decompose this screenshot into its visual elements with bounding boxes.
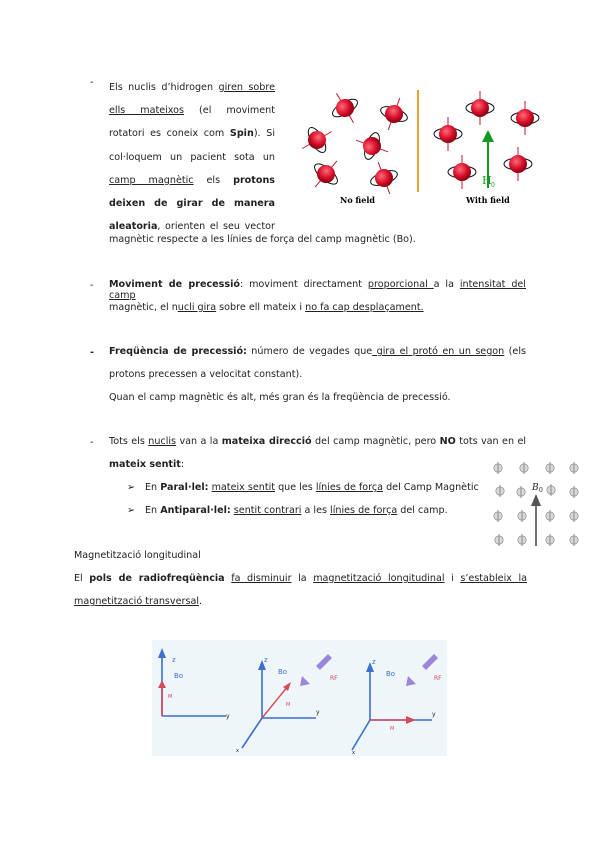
text: a la (433, 279, 460, 290)
underlined-text: magnetització transversal (74, 596, 199, 607)
underlined-text: sentit contrari (233, 505, 302, 516)
direction-line-2 (109, 459, 184, 470)
bold-text: NO (439, 436, 456, 447)
underlined-text: fa disminuir (231, 573, 292, 584)
underlined-text: s’estableix la (460, 573, 528, 584)
underlined-text: nuclis (148, 436, 177, 447)
with-field-label: With field (466, 195, 510, 205)
bo-label: Bo (174, 672, 184, 680)
frequency-line-1 (109, 346, 526, 357)
text: van a la (176, 436, 222, 447)
field-sub: 0 (491, 182, 495, 189)
bold-text: pols de radiofreqüència (89, 573, 225, 584)
spin-line-1 (109, 76, 275, 99)
text: Tots els (109, 436, 149, 447)
longitudinal-line-2 (74, 596, 202, 607)
underlined-text: camp magnètic (109, 174, 194, 186)
y-label: y (226, 713, 230, 720)
proton-no-field-6 (365, 157, 403, 199)
underlined-text: proporcional (367, 279, 434, 290)
magnetization-diagram (152, 640, 447, 756)
protons-field-figure (298, 78, 543, 208)
proton-field-4 (448, 155, 476, 189)
antiparallel-line (145, 505, 448, 516)
rf-label: RF (330, 675, 338, 682)
underlined-text: mateix sentit (211, 482, 276, 493)
spin-line-2 (109, 99, 275, 122)
text: del Camp Magnètic (383, 482, 479, 493)
bold-text: Spin (229, 128, 254, 140)
text: Els nuclis d’hidrogen (109, 82, 219, 93)
m-label: M (390, 726, 395, 732)
underlined-text: ells mateixos (109, 105, 185, 117)
proton-field-1 (434, 117, 462, 151)
text: rotatori es coneix com (109, 128, 230, 140)
bold-text: protons (233, 174, 275, 186)
frequency-line-3: Quan el camp magnètic és alt, més gran és la freqüència de precessió. (109, 392, 451, 403)
z-label: z (264, 656, 268, 664)
frequency-title: Freqüència de precessió: (109, 346, 247, 357)
underlined-text: no fa cap desplaçament. (305, 302, 424, 313)
bullet-dash: - (90, 280, 94, 291)
z-label: z (172, 656, 176, 664)
text: i (444, 573, 461, 584)
spin-line-4 (109, 146, 275, 169)
precession-title: Moviment de precessió (109, 279, 240, 290)
precession-line-2 (109, 302, 424, 313)
spin-line-6: deixen de girar de manera (109, 198, 275, 210)
text: a les (301, 505, 331, 516)
text: els (193, 174, 234, 186)
spin-line-3 (109, 122, 275, 145)
proton-no-field-3 (298, 119, 339, 160)
text: tots van en el (455, 436, 527, 447)
text: (el moviment (184, 105, 276, 117)
text: (els (504, 346, 526, 357)
parallel-line (145, 482, 479, 493)
text: que les (275, 482, 316, 493)
bullet-dash: - (90, 77, 94, 88)
underlined-text: gira el protó en un segon (372, 346, 505, 357)
text: , orienten el seu vector (157, 221, 275, 233)
text: número de vegades que (246, 346, 373, 357)
y-label: y (316, 709, 320, 716)
text: En (145, 505, 161, 516)
b0-arrow-icon (531, 494, 541, 546)
x-label: x (352, 750, 355, 756)
m-label: M (168, 694, 173, 700)
text: ). Si (253, 128, 275, 140)
proton-field-2 (466, 91, 494, 125)
text: del camp. (397, 505, 448, 516)
proton-field-5 (504, 147, 532, 181)
spins-alignment-figure (488, 458, 586, 556)
bullet-dash: - (90, 347, 94, 358)
bullet-dash: - (90, 437, 94, 448)
underlined-text: magnetització longitudinal (313, 573, 445, 584)
field-label: H (482, 174, 492, 187)
text: magnètic, el n (109, 302, 178, 313)
proton-field-3 (511, 101, 539, 135)
proton-no-field-5 (304, 152, 347, 196)
b0-sub: 0 (539, 487, 543, 494)
precession-line-1 (109, 279, 526, 301)
text: . (199, 596, 203, 607)
bold-text: mateixa direcció (221, 436, 312, 447)
direction-line-1 (109, 436, 526, 447)
bold-text: aleatoria (109, 221, 158, 233)
longitudinal-line-1 (74, 573, 527, 584)
text: El (74, 573, 90, 584)
longitudinal-heading: Magnetització longitudinal (74, 550, 201, 561)
text: col·loquem un pacient sota un (109, 151, 275, 163)
bold-text: Paral·lel: (160, 482, 209, 493)
bo-label: Bo (386, 670, 396, 678)
spin-line-5 (109, 169, 275, 192)
spin-paragraph (109, 76, 275, 238)
arrow-bullet-icon: ➢ (127, 505, 136, 516)
y-label: y (432, 711, 436, 718)
underlined-text: giren sobre (218, 82, 275, 93)
proton-no-field-2 (375, 93, 413, 135)
rf-label: RF (434, 675, 442, 682)
b0-label: B (532, 483, 539, 493)
text: del camp magnètic, pero (311, 436, 440, 447)
underlined-text: intensitat del camp (109, 279, 526, 301)
text: la (291, 573, 314, 584)
underlined-text: ucli gira (177, 302, 217, 313)
text: : (180, 459, 185, 470)
frequency-line-2: protons precessen a velocitat constant). (109, 369, 303, 380)
text: En (145, 482, 161, 493)
diagram-background (152, 640, 447, 756)
bold-text: Antiparal·lel: (160, 505, 231, 516)
m-label: M (286, 702, 291, 708)
arrow-bullet-icon: ➢ (127, 482, 136, 493)
text: : moviment directament (239, 279, 368, 290)
bold-text: mateix sentit (109, 459, 181, 470)
proton-no-field-4 (351, 127, 393, 165)
underlined-text: línies de força (330, 505, 398, 516)
proton-no-field-1 (324, 86, 365, 129)
spin-last-line: magnètic respecte a les línies de força del camp magnètic (Bo). (109, 234, 416, 245)
text: sobre ell mateix i (216, 302, 306, 313)
underlined-text: línies de força (315, 482, 384, 493)
bo-label: Bo (278, 668, 288, 676)
x-label: x (236, 748, 239, 754)
no-field-label: No field (340, 195, 375, 205)
z-label: z (372, 658, 376, 666)
